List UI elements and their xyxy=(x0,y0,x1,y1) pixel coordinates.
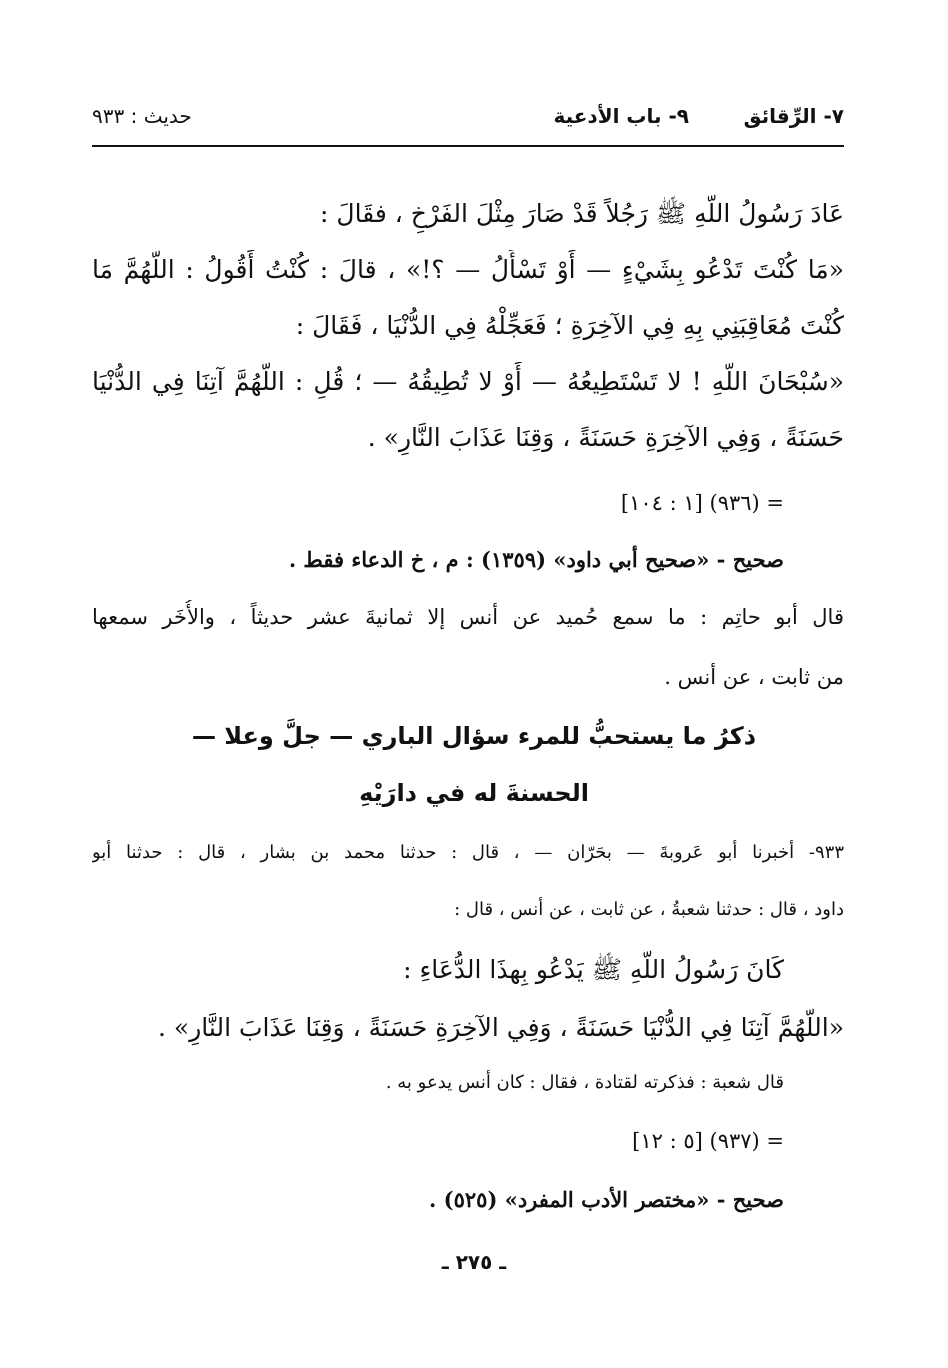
grading-note: صحيح - «مختصر الأدب المفرد» (٥٢٥) . xyxy=(429,1187,784,1212)
text-line: عَادَ رَسُولُ اللَّهِ ﷺ رَجُلاً قَدْ صَارَ مِثْلَ الفَرْخِ ، فقَالَ : xyxy=(320,199,844,228)
page-number: ـ ٢٧٥ ـ xyxy=(441,1250,507,1274)
text-line: كُنْتَ مُعَاقِبَنِي بِهِ فِي الآخِرَةِ ؛ فَعَجِّلْهُ فِي الدُّنْيَا ، فَقَالَ : xyxy=(295,311,844,340)
chapter-title: ٩- باب الأدعية xyxy=(553,104,689,128)
section-heading: ذكرُ ما يستحبُّ للمرء سؤال الباري — جلَّ وعلا — xyxy=(191,722,757,750)
cross-reference: = (٩٣٦) [١ : ١٠٤] xyxy=(620,491,784,515)
commentary-line: من ثابت ، عن أنس . xyxy=(664,665,844,689)
isnad-line: داود ، قال : حدثنا شعبةُ ، عن ثابت ، عن أنس ، قال : xyxy=(454,899,844,920)
cross-reference: = (٩٣٧) [٥ : ١٢] xyxy=(632,1129,784,1153)
text-line: «مَا كُنْتَ تَدْعُو بِشَيْءٍ — أَوْ تَسْأَلُ — ؟!» ، قالَ : كُنْتُ أَقُولُ : اللَّهُمَّ مَا xyxy=(92,255,844,284)
header-divider xyxy=(92,145,844,147)
narrator-note: قال شعبة : فذكرته لقتادة ، فقال : كان أنس يدعو به . xyxy=(385,1072,784,1093)
matn-line: كَانَ رَسُولُ اللَّهِ ﷺ يَدْعُو بِهذَا الدُّعَاءِ : xyxy=(403,955,784,984)
isnad-line: ٩٣٣- أخبرنا أبو عَروبةَ — بحَرّان — ، قال : حدثنا محمد بن بشار ، قال : حدثنا أبو xyxy=(92,842,844,863)
hadith-reference: حديث : ٩٣٣ xyxy=(92,104,192,128)
book-title: ٧- الرِّقائق xyxy=(743,104,844,128)
text-line: حَسَنَةً ، وَفِي الآخِرَةِ حَسَنَةً ، وَقِنَا عَذَابَ النَّارِ» . xyxy=(367,423,844,452)
commentary-line: قال أبو حاتِم : ما سمع حُميد عن أنس إلا ثمانيةَ عشر حديثاً ، والأُخَر سمعها xyxy=(92,605,844,629)
matn-line: «اللَّهُمَّ آتِنَا فِي الدُّنْيَا حَسَنَةً ، وَفِي الآخِرَةِ حَسَنَةً ، وَقِنَا عَذَابَ النَّارِ» . xyxy=(158,1013,844,1042)
grading-note: صحيح - «صحيح أبي داود» (١٣٥٩) : م ، خ الدعاء فقط . xyxy=(288,547,784,572)
text-line: «سُبْحَانَ اللَّهِ ! لا تَسْتَطِيعُهُ — أَوْ لا تُطِيقُهُ — ؛ قُلِ : اللَّهُمَّ آتِنَا فِي الدُّنْيَا xyxy=(92,367,844,396)
section-heading: الحسنةَ له في دارَيْهِ xyxy=(359,779,589,807)
page-header xyxy=(92,104,844,138)
